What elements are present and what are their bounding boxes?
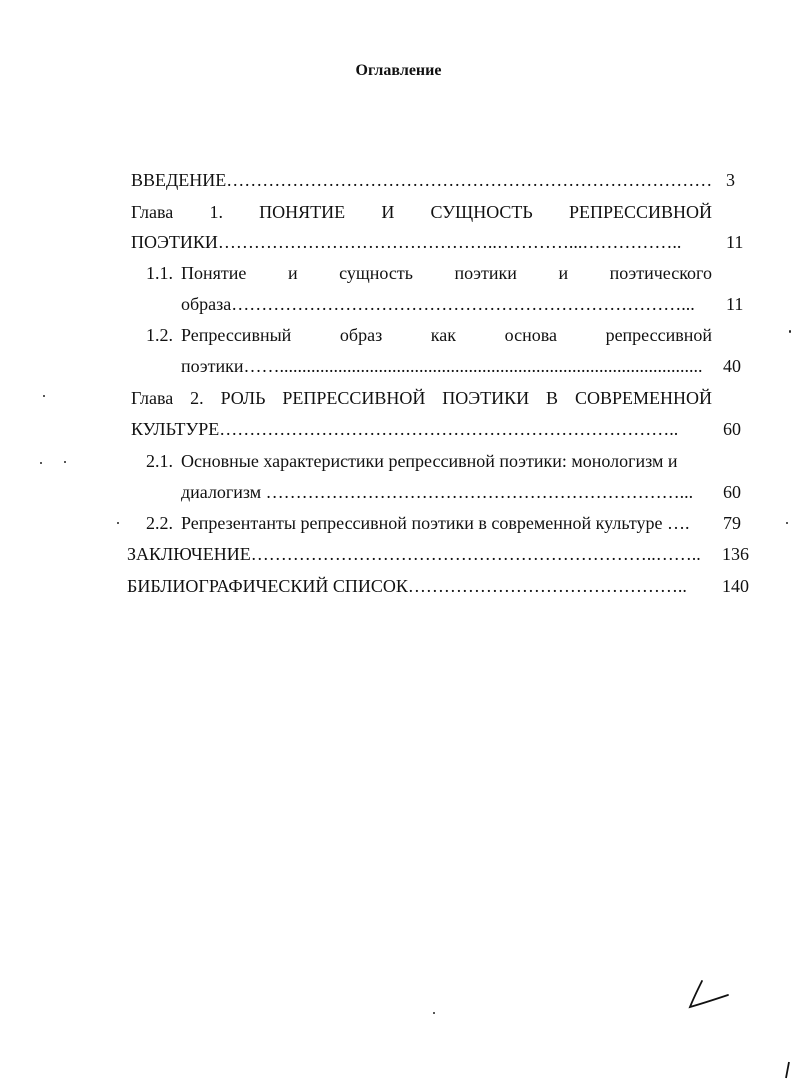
toc-section-1-2-page: 40 — [723, 356, 741, 376]
toc-word: Репрессивный — [181, 325, 292, 345]
scan-speck — [786, 522, 788, 524]
toc-section-2-1: Основные характеристики репрессивной поэтики: монологизм и — [181, 451, 678, 471]
toc-word: сущность — [339, 263, 413, 283]
toc-conclusion-page: 136 — [722, 544, 749, 564]
toc-section-number: 2.1. — [146, 451, 173, 471]
scan-speck — [43, 395, 45, 397]
toc-section-number: 1.2. — [146, 325, 173, 345]
toc-word: СУЩНОСТЬ — [430, 202, 533, 222]
toc-word: В — [546, 388, 559, 408]
toc-intro: ВВЕДЕНИЕ……………………………………………………………………… — [131, 170, 713, 190]
toc-word: ПОЭТИКИ — [442, 388, 530, 408]
toc-conclusion: ЗАКЛЮЧЕНИЕ…………………………………………………………..…….. — [127, 544, 701, 564]
scan-speck — [40, 462, 42, 464]
toc-word: Понятие — [181, 263, 247, 283]
toc-section-2-1-cont: диалогизм ……………………………………………………………... — [181, 482, 694, 502]
toc-word: образ — [339, 325, 383, 345]
toc-word: Глава — [131, 202, 174, 222]
toc-word: и — [287, 263, 298, 283]
scan-speck — [64, 461, 66, 463]
toc-section-number: 1.1. — [146, 263, 173, 283]
scan-speck — [117, 522, 119, 524]
toc-intro-page: 3 — [726, 170, 735, 190]
toc-chapter-2-cont: КУЛЬТУРЕ………………………………………………………………….. — [131, 419, 679, 439]
toc-word: 1. — [209, 202, 223, 222]
toc-word: РЕПРЕССИВНОЙ — [568, 202, 712, 222]
toc-word: 2. — [190, 388, 204, 408]
toc-word: РЕПРЕССИВНОЙ — [282, 388, 426, 408]
toc-chapter-1-heading — [131, 201, 712, 223]
handwritten-mark — [680, 975, 740, 1015]
toc-section-1-2 — [181, 324, 712, 346]
toc-word: репрессивной — [605, 325, 712, 345]
toc-section-1-1-page: 11 — [726, 294, 744, 314]
toc-word: поэтики — [454, 263, 517, 283]
toc-word: как — [430, 325, 457, 345]
toc-section-2-2-page: 79 — [723, 513, 741, 533]
toc-section-number: 2.2. — [146, 513, 173, 533]
toc-section-1-1-cont: образа…………………………………………………………………... — [181, 294, 695, 314]
toc-word: РОЛЬ — [220, 388, 266, 408]
toc-word: основа — [504, 325, 557, 345]
toc-bibliography: БИБЛИОГРАФИЧЕСКИЙ СПИСОК……………………………………….. — [127, 576, 687, 596]
toc-word: поэтического — [609, 263, 712, 283]
toc-word: и — [558, 263, 569, 283]
toc-word: ПОНЯТИЕ — [259, 202, 346, 222]
toc-word: Глава — [131, 388, 174, 408]
toc-section-2-1-page: 60 — [723, 482, 741, 502]
toc-chapter-1-page: 11 — [726, 232, 744, 252]
toc-chapter-1-cont: ПОЭТИКИ………………………………………..…………...…………….. — [131, 232, 682, 252]
edge-mark — [783, 1060, 793, 1082]
toc-word: И — [381, 202, 395, 222]
toc-section-1-1 — [181, 262, 712, 284]
toc-bibliography-page: 140 — [722, 576, 749, 596]
scan-speck — [789, 330, 791, 333]
toc-section-1-2-cont: поэтики…….............................................................................................. — [181, 356, 703, 376]
toc-chapter-2-page: 60 — [723, 419, 741, 439]
toc-chapter-2-heading — [131, 387, 712, 409]
scan-speck — [433, 1012, 435, 1014]
page-title: Оглавление — [355, 62, 442, 79]
toc-section-2-2: Репрезентанты репрессивной поэтики в современной культуре …. — [181, 513, 690, 533]
toc-word: СОВРЕМЕННОЙ — [574, 388, 712, 408]
